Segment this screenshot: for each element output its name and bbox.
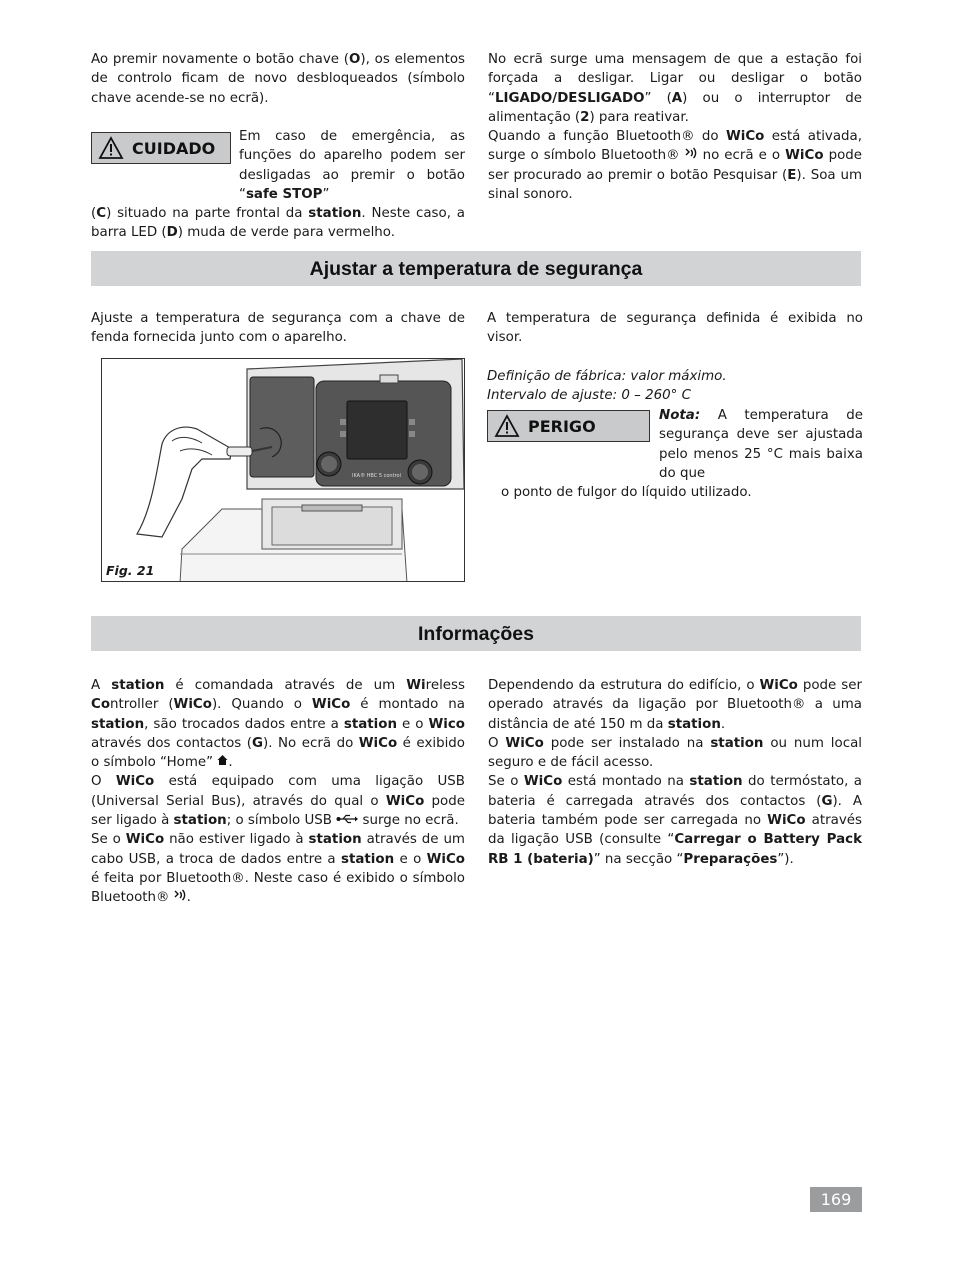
section2-left-column: A station é comandada através de um Wireless Controller (WiCo). Quando o WiCo é montado na station, são trocados dados entre a station e o Wico através dos contactos (G). No ecrã do WiCo é exibido o símbolo “Home” . O WiCo está equipado com uma ligação USB (Universal Serial Bus), através do qual o WiCo pode ser ligado à station; o símbolo USB surge no ecrã. Se o WiCo não estiver ligado à station através de um cabo USB, a troca de dados entre a station e o WiCo é feita por Bluetooth®. Neste caso é exibido o símbolo Bluetooth® . — [91, 678, 466, 906]
bluetooth-icon — [174, 889, 187, 901]
paragraph: Ao premir novamente o botão chave (O), os elementos de controlo ficam de novo desbloqueados (símbolo chave acende-se no ecrã). — [91, 52, 465, 106]
text-run: Ao premir novamente o botão chave ( — [91, 52, 350, 67]
section2-right-column: Dependendo da estrutura do edifício, o WiCo pode ser operado através da ligação por Bluetooth® a uma distância de até 150 m da station. O WiCo pode ser instalado na station ou num local seguro e de fácil acesso. Se o WiCo está montado na station do termóstato, a bateria é carregada através dos contactos (G). A bateria também pode ser carregada no WiCo através da ligação USB (consulte “Carregar o Battery Pack RB 1 (bateria)” na secção “Preparações”). — [488, 678, 863, 867]
top-right-column: No ecrã surge uma mensagem de que a estação foi forçada a desligar. Ligar ou desligar o botão “LIGADO/DESLIGADO” (A) ou o interruptor de alimentação (2) para reativar. Quando a função Bluetooth® do WiCo está ativada, surge o símbolo Bluetooth® no ecrã e o WiCo pode ser procurado ao premir o botão Pesquisar (E). Soa um sinal sonoro. — [488, 52, 863, 203]
section1-left-text: Ajuste a temperatura de segurança com a chave de fenda fornecida junto com o aparelho. — [91, 311, 465, 346]
usb-icon — [336, 814, 358, 824]
caution-text: Em caso de emergência, as funções do aparelho podem ser desligadas ao premir o botão “safe STOP” (C) situado na parte frontal da station. Neste caso, a barra LED (D) muda de verde para vermelho. — [91, 129, 465, 241]
danger-label: PERIGO — [487, 410, 650, 442]
danger-note: Nota: A temperatura de segurança deve ser ajustada pelo menos 25 °C mais baixa do que o ponto de fulgor do líquido utilizado. — [501, 408, 863, 501]
section1-right-text: A temperatura de segurança definida é exibida no visor. Definição de fábrica: valor máximo. Intervalo de ajuste: 0 – 260° C — [487, 311, 863, 403]
top-left-column — [91, 50, 465, 108]
figure-caption: Fig. 21 — [106, 563, 155, 578]
caution-label: CUIDADO — [91, 132, 231, 164]
device-illustration — [102, 359, 465, 582]
device-label: IKA® HBC 5 control — [352, 473, 401, 479]
page-number: 169 — [810, 1187, 862, 1212]
section-heading-information: Informações — [91, 616, 861, 651]
figure-21 — [101, 358, 465, 582]
bluetooth-icon — [685, 147, 698, 159]
home-icon — [217, 754, 228, 766]
section-heading-safety-temperature: Ajustar a temperatura de segurança — [91, 251, 861, 286]
